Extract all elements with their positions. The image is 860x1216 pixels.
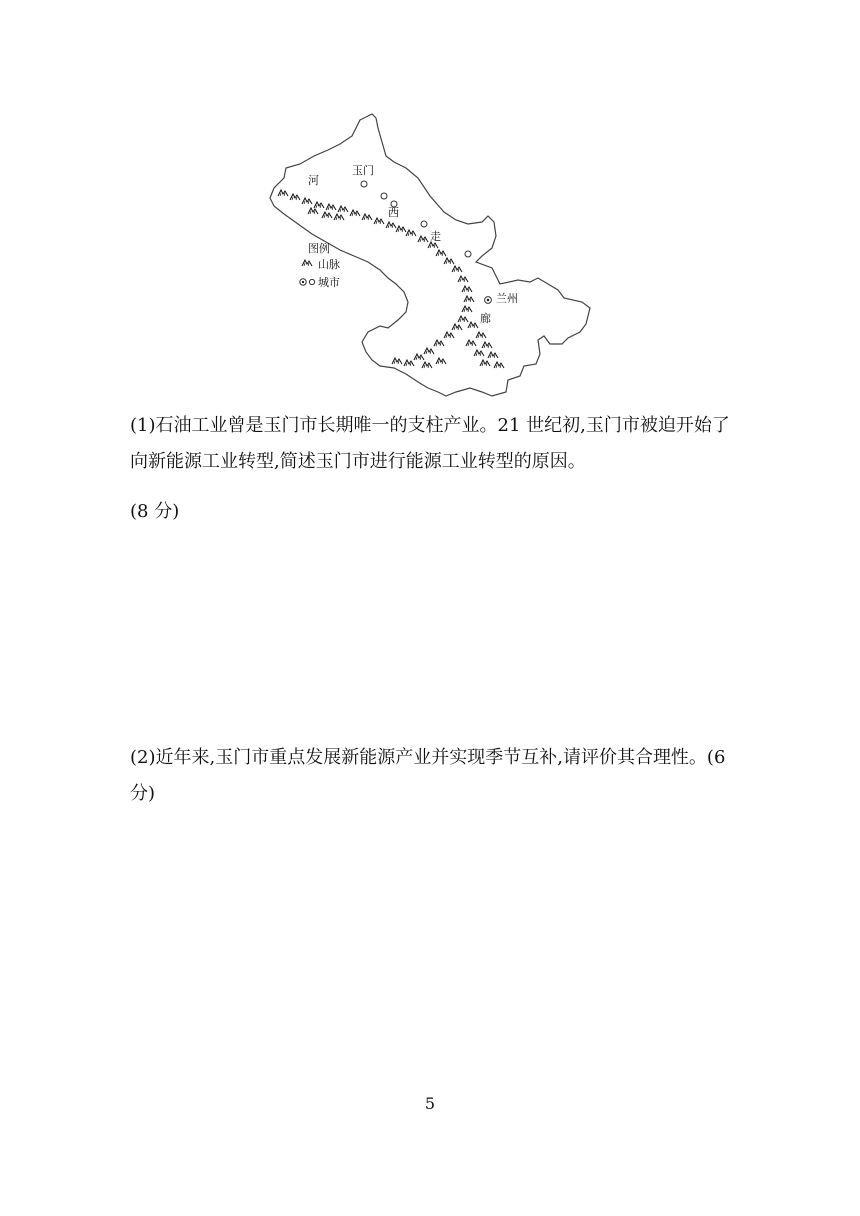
map-label-zou: 走 [430, 230, 441, 243]
map-legend [300, 241, 340, 289]
legend-city-label: 城市 [318, 276, 340, 289]
map-label-he: 河 [308, 174, 319, 187]
question-1-score: (8 分) [130, 501, 180, 522]
map-label-yumen: 玉门 [352, 164, 374, 177]
question-2-text: (2)近年来,玉门市重点发展新能源产业并实现季节互补,请评价其合理性。(6 分) [130, 747, 726, 804]
city-legend-icon [300, 279, 315, 285]
map-label-lang: 廊 [480, 312, 491, 325]
gansu-map-figure [268, 112, 594, 402]
page-number: 5 [424, 1094, 436, 1113]
question-1-text: (1)石油工业曾是玉门市长期唯一的支柱产业。21 世纪初,玉门市被迫开始了向新能源工业转型,简述玉门市进行能源工业转型的原因。 [130, 415, 730, 472]
map-label-lanzhou: 兰州 [496, 292, 518, 305]
legend-title: 图例 [308, 242, 330, 255]
mountain-legend-icon [302, 260, 312, 266]
map-label-xi: 西 [388, 206, 399, 219]
legend-mountain-label: 山脉 [318, 258, 340, 271]
gansu-map-svg [268, 112, 594, 402]
